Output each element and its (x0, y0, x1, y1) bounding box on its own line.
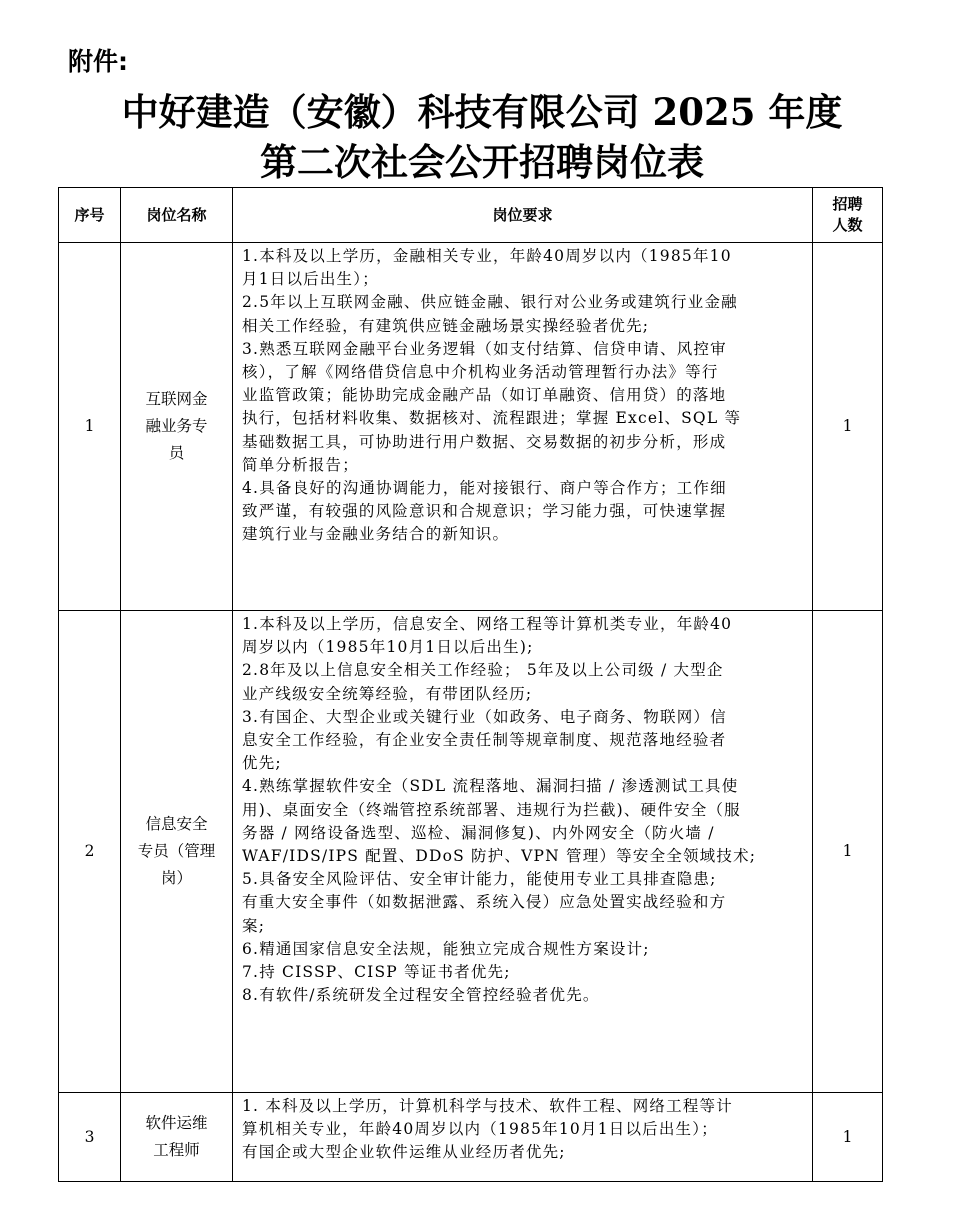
header-count (813, 188, 883, 243)
requirement-line: 8.有软件/系统研发全过程安全管控经验者优先。 (242, 986, 600, 1005)
requirement-line: 周岁以内（1985年10月1日以后出生); (242, 638, 534, 657)
requirement-line: 1.本科及以上学历，金融相关专业，年龄40周岁以内（1985年10 (242, 247, 732, 265)
requirement-line: 执行，包括材料收集、数据核对、流程跟进；掌握 Excel、SQL 等 (242, 409, 742, 428)
position-name-line: 岗） (160, 869, 192, 887)
requirement-line: 4.具备良好的沟通协调能力，能对接银行、商户等合作方；工作细 (242, 479, 727, 498)
requirement-line: 月1日以后出生）； (242, 270, 379, 289)
requirement-line: 3.有国企、大型企业或关键行业（如政务、电子商务、物联网）信 (242, 707, 727, 726)
hire-count: 1 (813, 611, 883, 1093)
requirement-line: 5.具备安全风险评估、安全审计能力，能使用专业工具排查隐患; (242, 870, 717, 889)
table-row (59, 243, 883, 611)
requirement-line: 1. 本科及以上学历，计算机科学与技术、软件工程、网络工程等计 (242, 1097, 733, 1115)
requirement-line: 基础数据工具，可协助进行用户数据、交易数据的初步分析，形成 (242, 432, 727, 451)
requirement-line: 业产线级安全统筹经验，有带团队经历; (242, 684, 533, 703)
position-name-line: 工程师 (153, 1141, 200, 1159)
requirement-line: 有国企或大型企业软件运维从业经历者优先; (242, 1143, 566, 1162)
position-name-line: 专员（管理 (137, 842, 216, 860)
requirement-line: 2.8年及以上信息安全相关工作经验； 5年及以上公司级 / 大型企 (242, 661, 724, 680)
position-name-line: 信息安全 (145, 815, 208, 833)
position-name-line: 融业务专 (145, 417, 208, 435)
header-requirements: 岗位要求 (233, 188, 813, 243)
requirement-line: 7.持 CISSP、CISP 等证书者优先; (242, 963, 511, 982)
page-title-line-2: 第二次社会公开招聘岗位表 (260, 140, 704, 184)
requirement-line: 优先; (242, 754, 282, 773)
position-name (121, 243, 233, 611)
requirement-line: 有重大安全事件（如数据泄露、系统入侵）应急处置实战经验和方 (242, 893, 727, 912)
page-title-line-1: 中好建造（安徽）科技有限公司 2025 年度 (121, 90, 843, 134)
table-header-row (59, 188, 883, 243)
row-number: 3 (59, 1093, 121, 1182)
table-row (59, 611, 883, 1093)
requirement-line: 简单分析报告； (242, 455, 359, 474)
row-number: 2 (59, 611, 121, 1093)
requirement-line: 致严谨，有较强的风险意识和合规意识；学习能力强，可快速掌握 (242, 502, 727, 521)
requirement-line: 3.熟悉互联网金融平台业务逻辑（如支付结算、信贷申请、风控审 (242, 339, 727, 358)
requirements-cell (233, 243, 813, 611)
requirement-line: 算机相关专业，年龄40周岁以内（1985年10月1日以后出生）； (242, 1120, 718, 1139)
header-no: 序号 (59, 188, 121, 243)
requirement-line: 4.熟练掌握软件安全（SDL 流程落地、漏洞扫描 / 渗透测试工具使 (242, 777, 739, 796)
requirement-line: 务器 / 网络设备选型、巡检、漏洞修复)、内外网安全（防火墙 / (242, 823, 715, 842)
requirement-line: 用)、桌面安全（终端管控系统部署、违规行为拦截)、硬件安全（服 (242, 800, 741, 819)
position-name-line: 软件运维 (145, 1114, 208, 1132)
requirement-line: 息安全工作经验，有企业安全责任制等规章制度、规范落地经验者 (242, 731, 727, 750)
header-count-line-2: 人数 (832, 216, 863, 234)
requirement-line: 1.本科及以上学历，信息安全、网络工程等计算机类专业，年龄40 (242, 615, 733, 633)
hire-count: 1 (813, 1093, 883, 1182)
requirement-line: 相关工作经验，有建筑供应链金融场景实操经验者优先; (242, 316, 650, 335)
position-name (121, 1093, 233, 1182)
row-number: 1 (59, 243, 121, 611)
requirement-line: 核），了解《网络借贷信息中介机构业务活动管理暂行办法》等行 (242, 363, 719, 382)
header-count-line-1: 招聘 (832, 195, 863, 213)
requirement-line: 建筑行业与金融业务结合的新知识。 (242, 525, 510, 544)
attachment-label: 附件: (68, 47, 128, 76)
hire-count: 1 (813, 243, 883, 611)
table-row (59, 1093, 883, 1182)
requirement-line: 业监管政策；能协助完成金融产品（如订单融资、信用贷）的落地 (242, 386, 727, 405)
position-name-line: 互联网金 (145, 390, 208, 408)
position-name (121, 611, 233, 1093)
requirement-line: 6.精通国家信息安全法规，能独立完成合规性方案设计; (242, 939, 650, 958)
recruitment-table (58, 187, 883, 1182)
requirement-line: 案; (242, 916, 266, 935)
header-position: 岗位名称 (121, 188, 233, 243)
requirements-cell (233, 611, 813, 1093)
requirement-line: WAF/IDS/IPS 配置、DDoS 防护、VPN 管理）等安全全领域技术; (242, 847, 757, 866)
requirement-line: 2.5年以上互联网金融、供应链金融、银行对公业务或建筑行业金融 (242, 293, 738, 312)
requirements-cell (233, 1093, 813, 1182)
position-name-line: 员 (168, 444, 185, 462)
